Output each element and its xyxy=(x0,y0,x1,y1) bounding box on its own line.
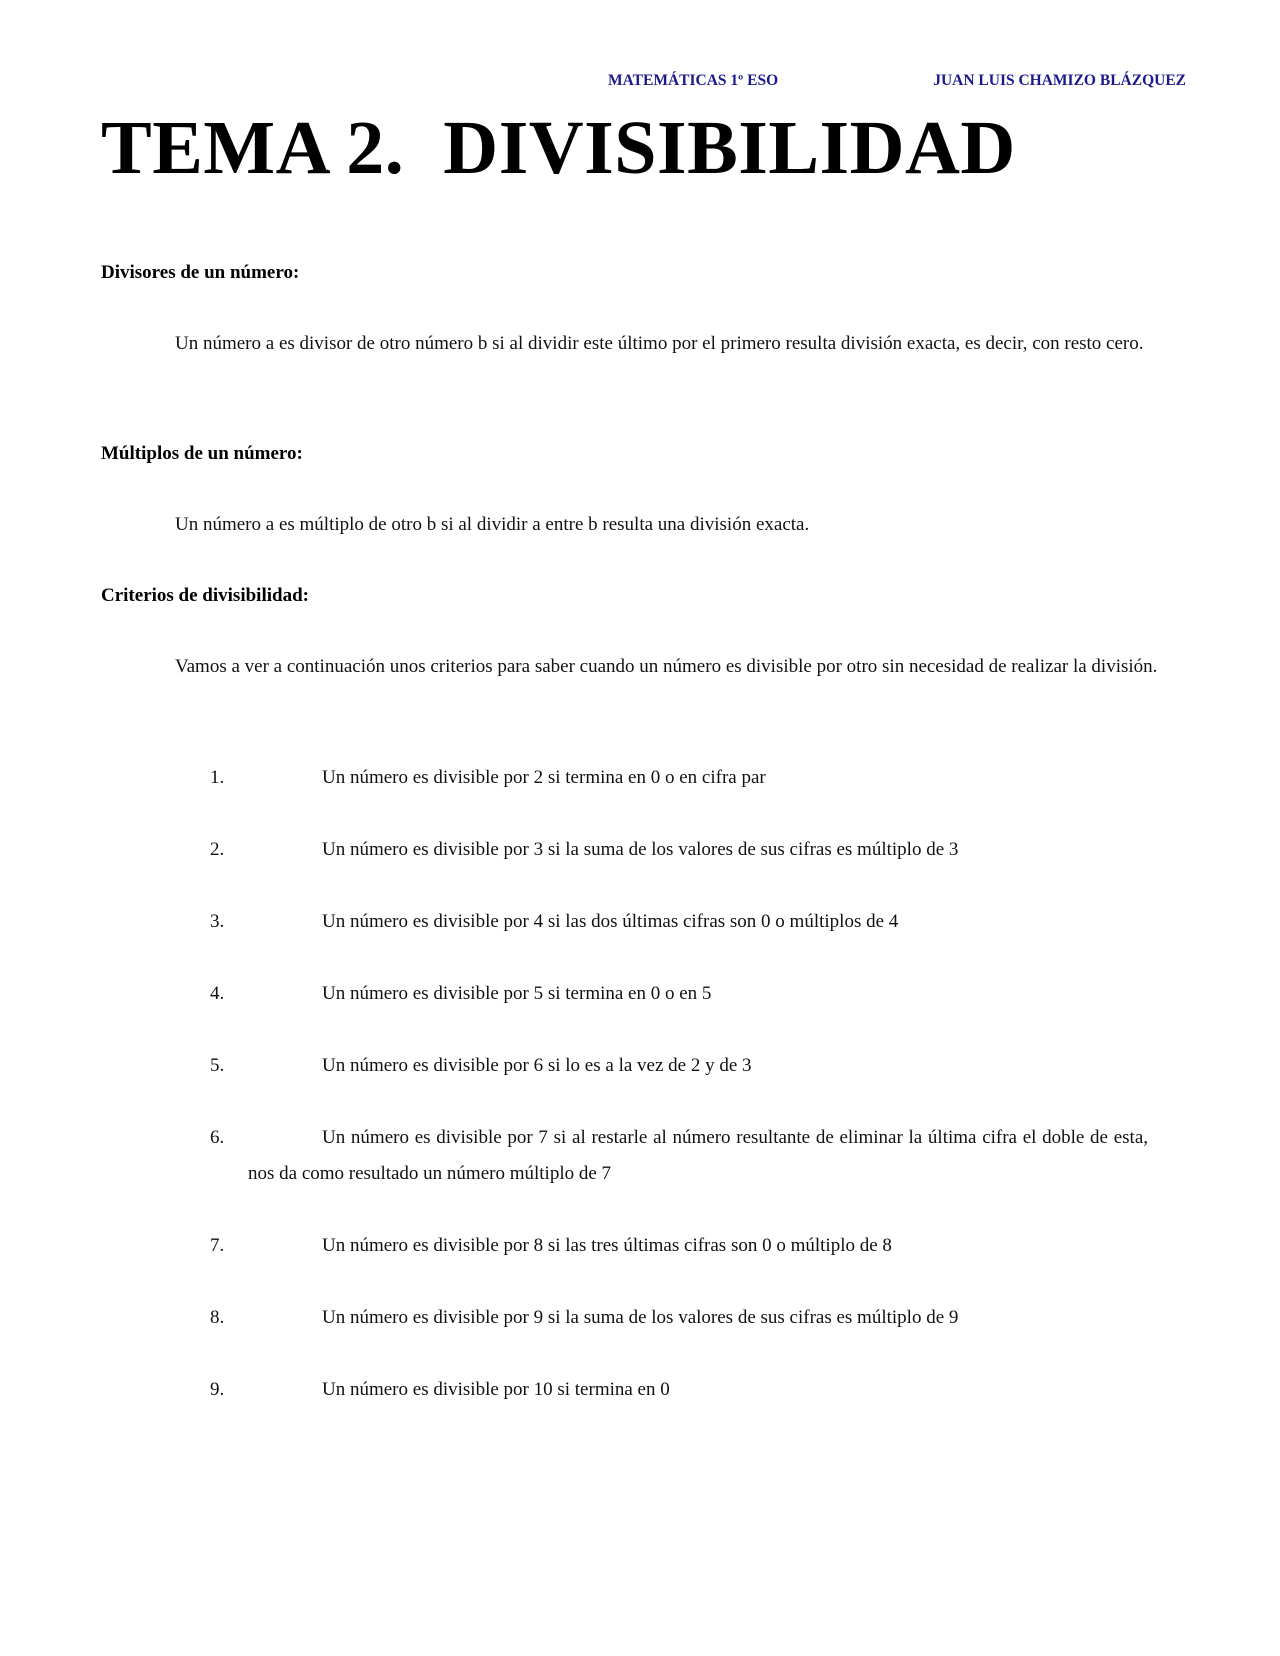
criterion-item xyxy=(0,1228,1280,1264)
criterion-text: Un número es divisible por 4 si las dos últimas cifras son 0 o múltiplos de 4 xyxy=(322,911,899,932)
criterion-number: 4. xyxy=(210,983,225,1004)
criterion-item xyxy=(0,904,1280,940)
criterion-item xyxy=(0,976,1280,1012)
criterion-number: 7. xyxy=(210,1235,225,1256)
criterion-number: 1. xyxy=(210,767,225,788)
criterion-number: 8. xyxy=(210,1307,225,1328)
criterion-number: 5. xyxy=(210,1055,225,1076)
criterion-text: Un número es divisible por 8 si las tres últimas cifras son 0 o múltiplo de 8 xyxy=(322,1235,892,1256)
heading-divisores: Divisores de un número: xyxy=(101,262,300,283)
criterion-text: Un número es divisible por 5 si termina en 0 o en 5 xyxy=(322,983,712,1004)
paragraph-multiplos: Un número a es múltiplo de otro b si al dividir a entre b resulta una división exacta. xyxy=(175,514,810,535)
criterion-item xyxy=(0,832,1280,868)
heading-criterios: Criterios de divisibilidad: xyxy=(101,585,309,606)
heading-multiplos: Múltiplos de un número: xyxy=(101,443,303,464)
criterion-item xyxy=(0,1120,1280,1192)
criteria-list xyxy=(0,760,1280,1444)
paragraph-divisores: Un número a es divisor de otro número b si al dividir este último por el primero resulta división exacta, es decir, con resto cero. xyxy=(175,333,1144,354)
paragraph-criterios: Vamos a ver a continuación unos criterios para saber cuando un número es divisible por otro sin necesidad de realizar la división. xyxy=(175,656,1158,677)
criterion-text: Un número es divisible por 9 si la suma de los valores de sus cifras es múltiplo de 9 xyxy=(322,1307,959,1328)
criterion-item xyxy=(0,1300,1280,1336)
criterion-number: 2. xyxy=(210,839,225,860)
criterion-number: 6. xyxy=(210,1127,225,1148)
criterion-item xyxy=(0,1372,1280,1408)
header-author: JUAN LUIS CHAMIZO BLÁZQUEZ xyxy=(933,72,1186,89)
criterion-item xyxy=(0,1048,1280,1084)
criterion-text: Un número es divisible por 2 si termina en 0 o en cifra par xyxy=(322,767,766,788)
criterion-text: Un número es divisible por 7 si al restarle al número resultante de eliminar la última cifra el doble de esta, nos da como resultado un número múltiplo de 7 xyxy=(248,1127,1148,1184)
criterion-text: Un número es divisible por 3 si la suma de los valores de sus cifras es múltiplo de 3 xyxy=(322,839,959,860)
criterion-text: Un número es divisible por 6 si lo es a la vez de 2 y de 3 xyxy=(322,1055,752,1076)
header-subject: MATEMÁTICAS 1º ESO xyxy=(608,72,779,89)
criterion-item xyxy=(0,760,1280,796)
criterion-number: 9. xyxy=(210,1379,225,1400)
page-title: TEMA 2. DIVISIBILIDAD xyxy=(101,106,1016,190)
criterion-text: Un número es divisible por 10 si termina en 0 xyxy=(322,1379,670,1400)
criterion-number: 3. xyxy=(210,911,225,932)
